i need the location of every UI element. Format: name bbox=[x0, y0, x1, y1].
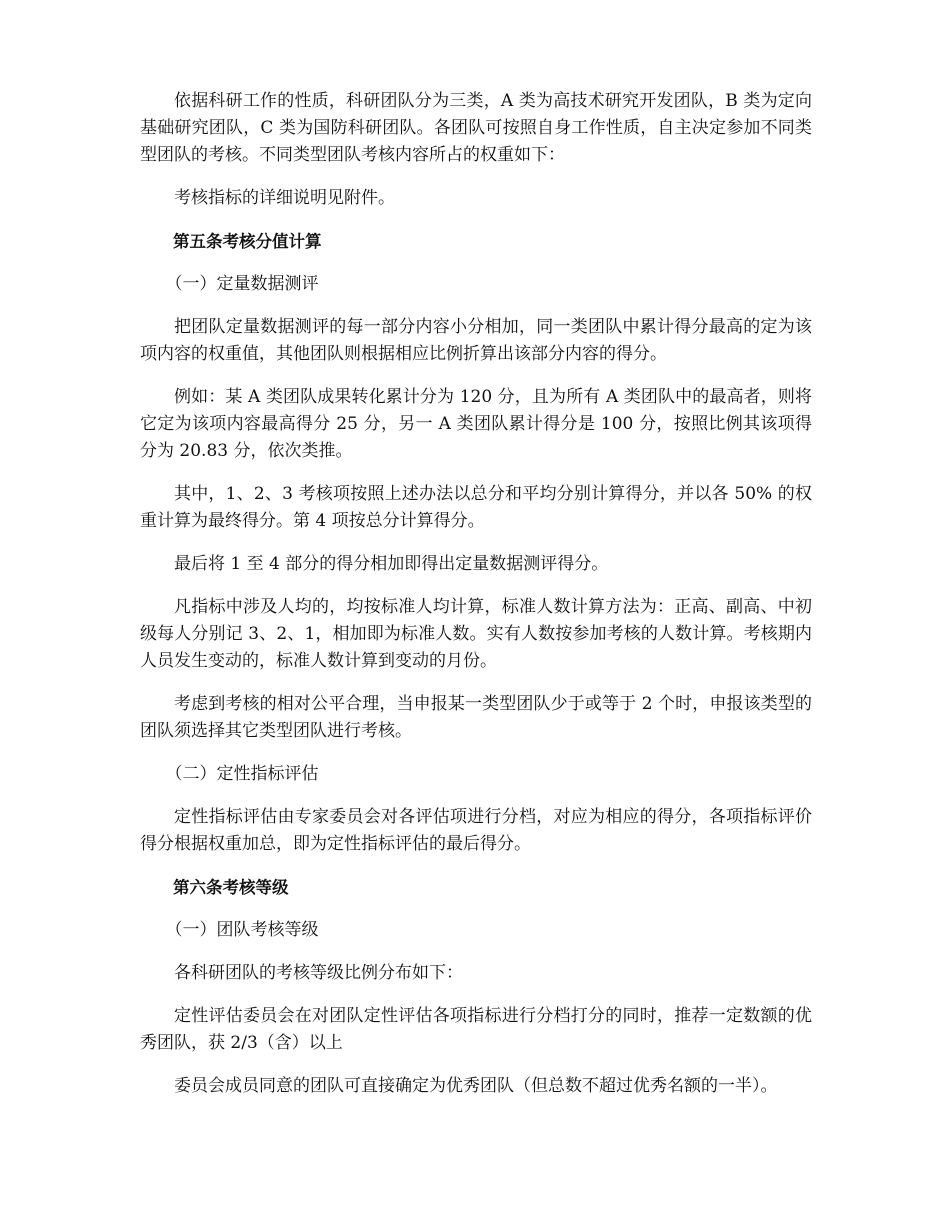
subheading-quantitative: （一）定量数据测评 bbox=[165, 274, 319, 294]
paragraph-appendix-note: 考核指标的详细说明见附件。 bbox=[174, 188, 395, 208]
paragraph-per-capita: 凡指标中涉及人均的，均按标准人均计算，标准人数计算方法为：正高、副高、中初级每人分别记 3、2、1，相加即为标准人数。实有人数按参加考核的人数计算。考核期内人员发生变动的，标准人数计算到变动的月份。 bbox=[140, 597, 812, 671]
subheading-qualitative: （二）定性指标评估 bbox=[165, 764, 319, 784]
paragraph-sum: 最后将 1 至 4 部分的得分相加即得出定量数据测评得分。 bbox=[174, 554, 609, 574]
paragraph-qualitative-method: 定性指标评估由专家委员会对各评估项进行分档，对应为相应的得分，各项指标评价得分根据权重加总，即为定性指标评估的最后得分。 bbox=[140, 807, 812, 854]
paragraph-fairness: 考虑到考核的相对公平合理，当申报某一类型团队少于或等于 2 个时，申报该类型的团队须选择其它类型团队进行考核。 bbox=[140, 694, 812, 741]
paragraph-quantitative-method: 把团队定量数据测评的每一部分内容小分相加，同一类团队中累计得分最高的定为该项内容的权重值，其他团队则根据相应比例折算出该部分内容的得分。 bbox=[140, 317, 812, 364]
paragraph-committee-approval: 委员会成员同意的团队可直接确定为优秀团队（但总数不超过优秀名额的一半）。 bbox=[174, 1076, 778, 1096]
heading-article-5: 第五条考核分值计算 bbox=[173, 232, 322, 251]
paragraph-team-categories: 依据科研工作的性质，科研团队分为三类，A 类为高技术研究开发团队，B 类为定向基础研究团队，C 类为国防科研团队。各团队可按照自身工作性质，自主决定参加不同类型团队的考核。不同类型团队考核内容所占的权重如下： bbox=[140, 91, 812, 165]
paragraph-recommendation: 定性评估委员会在对团队定性评估各项指标进行分档打分的同时，推荐一定数额的优秀团队，获 2/3（含）以上 bbox=[140, 1006, 812, 1053]
heading-article-6: 第六条考核等级 bbox=[173, 878, 289, 897]
document-page bbox=[140, 88, 812, 1116]
subheading-team-grade: （一）团队考核等级 bbox=[165, 920, 319, 940]
paragraph-grade-distribution: 各科研团队的考核等级比例分布如下： bbox=[174, 963, 463, 983]
paragraph-weighting: 其中，1、2、3 考核项按照上述办法以总分和平均分别计算得分，并以各 50% 的权重计算为最终得分。第 4 项按总分计算得分。 bbox=[140, 484, 812, 531]
paragraph-example: 例如：某 A 类团队成果转化累计分为 120 分，且为所有 A 类团队中的最高者，则将它定为该项内容最高得分 25 分，另一 A 类团队累计得分是 100 分，按照比例其该项得分为 20.83 分，依次类推。 bbox=[140, 387, 812, 461]
